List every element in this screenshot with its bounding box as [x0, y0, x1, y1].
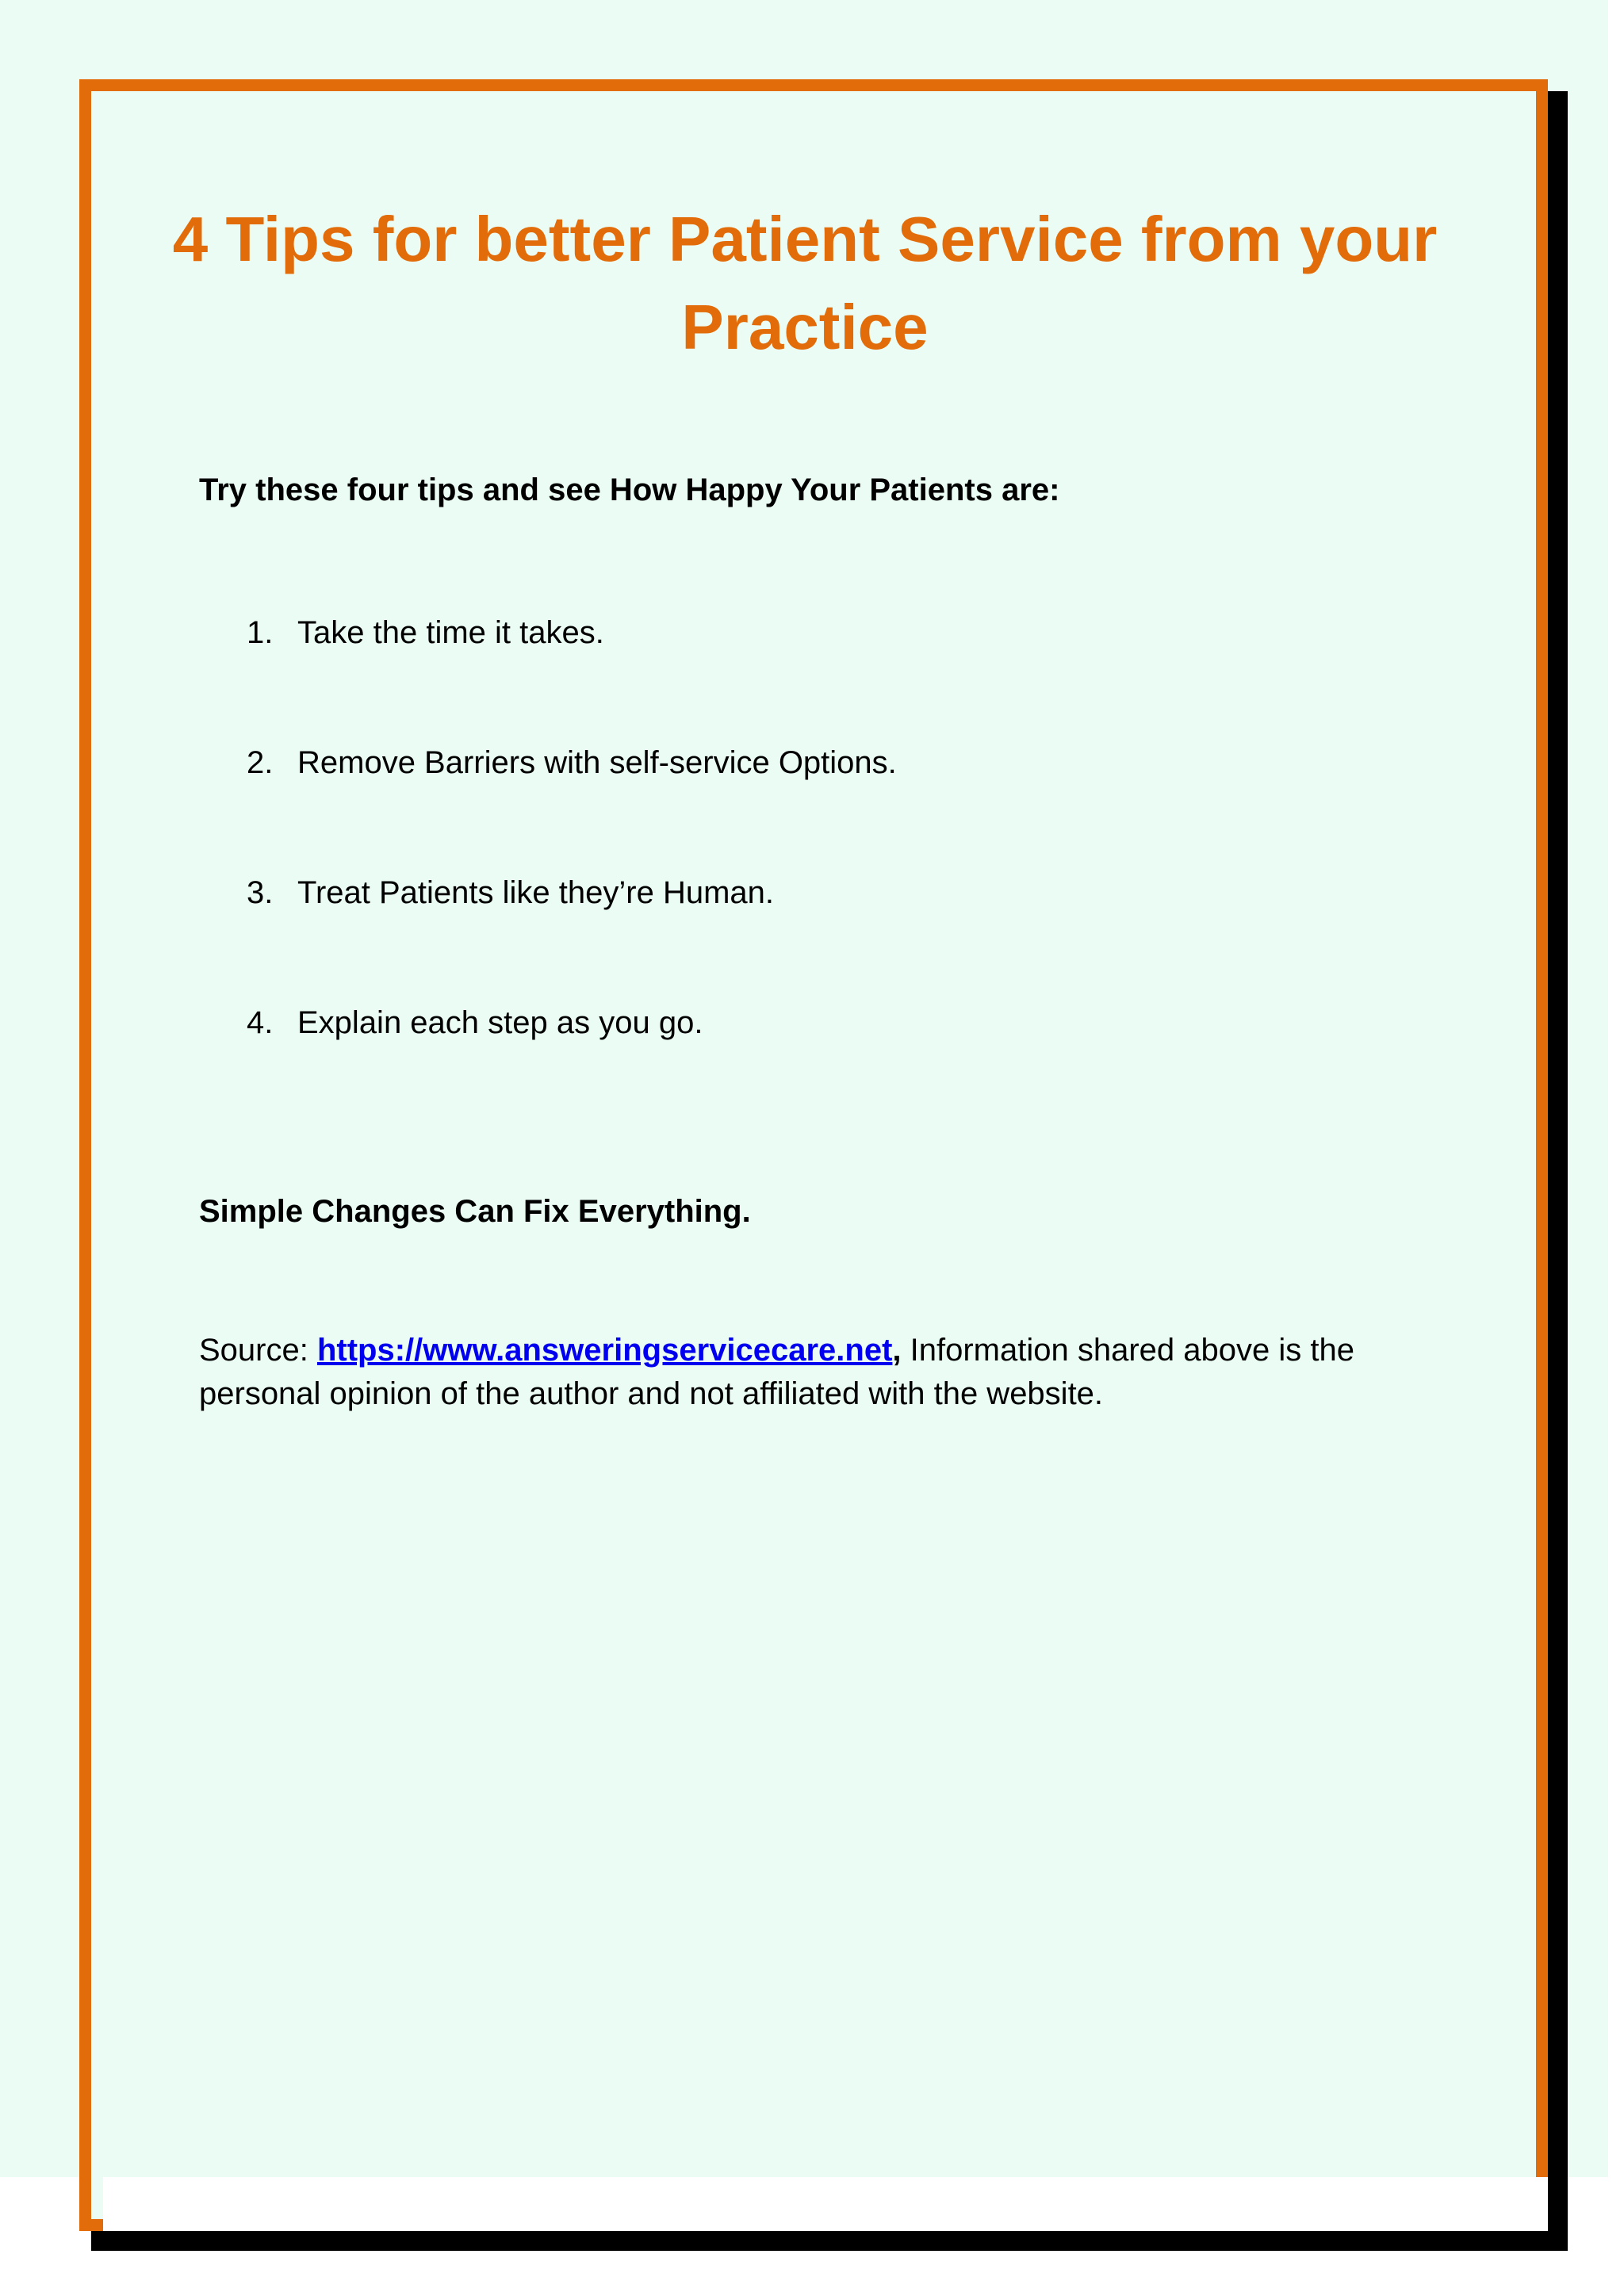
document-title: 4 Tips for better Patient Service from your Practice [172, 204, 1438, 362]
source-paragraph [199, 1329, 1436, 1416]
list-item-text: Remove Barriers with self-service Options. [297, 745, 897, 780]
list-item-number: 3. [247, 875, 274, 910]
list-item-number: 1. [247, 615, 274, 650]
frame-bottom-strip [103, 2177, 1548, 2231]
intro-text: Try these four tips and see How Happy Your Patients are: [199, 473, 1060, 507]
list-item-number: 4. [247, 1005, 274, 1040]
list-item-text: Explain each step as you go. [297, 1005, 703, 1040]
closing-statement: Simple Changes Can Fix Everything. [199, 1194, 751, 1229]
source-disclaimer: Information shared above is the personal opinion of the author and not affiliated with the website. [199, 1333, 1354, 1411]
source-link[interactable]: https://www.answeringservicecare.net [316, 1333, 893, 1368]
source-comma: , [892, 1333, 902, 1368]
list-item-text: Take the time it takes. [297, 615, 604, 650]
list-item-number: 2. [247, 745, 274, 780]
source-prefix: Source: [199, 1333, 317, 1368]
document-frame [79, 79, 1548, 2231]
list-item-text: Treat Patients like they’re Human. [297, 875, 774, 910]
